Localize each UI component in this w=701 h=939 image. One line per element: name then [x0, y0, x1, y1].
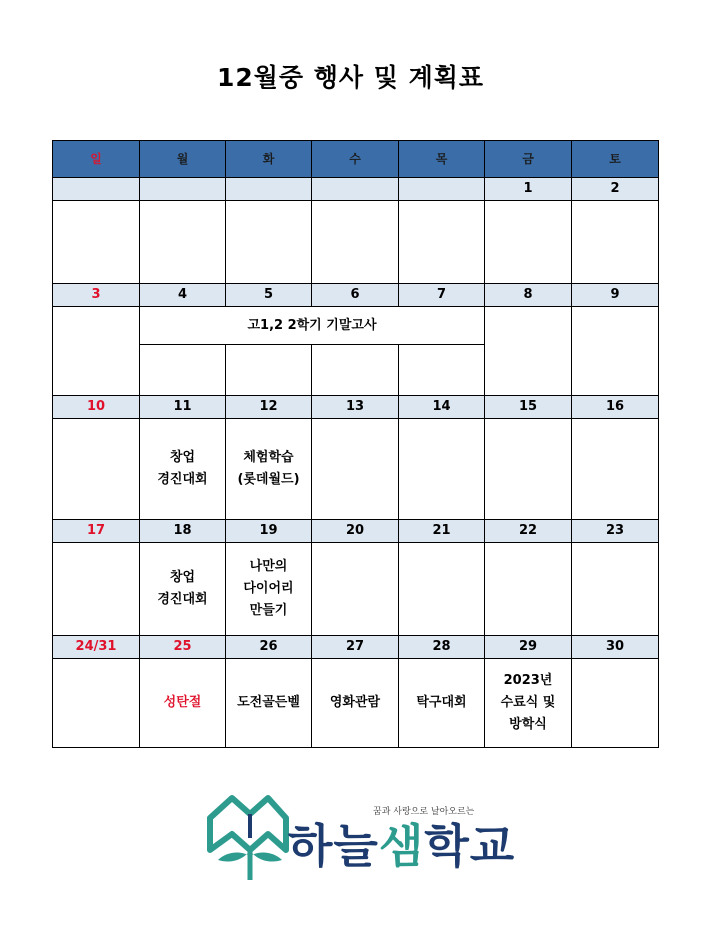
event-cell: [140, 543, 226, 636]
event-cell: [485, 659, 572, 748]
event-cell: [485, 419, 572, 520]
date-row: [53, 284, 659, 307]
date-cell: [312, 178, 399, 201]
event-cell: [226, 419, 312, 520]
event-cell: [140, 419, 226, 520]
date-cell: 27: [312, 636, 399, 659]
event-line: 다이어리: [243, 581, 294, 596]
christmas-event: 성탄절: [140, 659, 226, 748]
event-cell: [485, 201, 572, 284]
event-cell: [226, 345, 312, 396]
event-cell: [572, 201, 659, 284]
date-cell: 24/31: [53, 636, 140, 659]
logo-name-part2: 샘: [378, 819, 425, 873]
weekday-fri: 금: [485, 141, 572, 178]
event-cell: [53, 419, 140, 520]
date-cell: 9: [572, 284, 659, 307]
date-cell: 7: [399, 284, 485, 307]
date-cell: 29: [485, 636, 572, 659]
event-line: (롯데월드): [237, 472, 300, 487]
event-cell: [53, 307, 140, 396]
event-cell: [140, 345, 226, 396]
event-line: 2023년: [503, 673, 553, 688]
weekday-sun: 일: [53, 141, 140, 178]
event-row: [53, 201, 659, 284]
logo-name: [288, 810, 515, 876]
date-cell: [53, 178, 140, 201]
event-cell: [399, 201, 485, 284]
date-cell: 19: [226, 520, 312, 543]
event-cell: [399, 345, 485, 396]
event-cell: [572, 307, 659, 396]
weekday-wed: 수: [312, 141, 399, 178]
date-cell: 15: [485, 396, 572, 419]
date-cell: 16: [572, 396, 659, 419]
calendar-table: [52, 140, 659, 748]
event-cell: [399, 543, 485, 636]
event-cell: [312, 345, 399, 396]
event-cell: [53, 201, 140, 284]
golden-bell-event: 도전골든벨: [226, 659, 312, 748]
weekday-mon: 월: [140, 141, 226, 178]
logo-name-part3: 학교: [424, 819, 516, 873]
event-row: [53, 543, 659, 636]
date-cell: 25: [140, 636, 226, 659]
event-cell: [226, 543, 312, 636]
date-cell: 28: [399, 636, 485, 659]
event-row: [53, 659, 659, 748]
date-cell: 4: [140, 284, 226, 307]
date-cell: 3: [53, 284, 140, 307]
event-cell: [312, 419, 399, 520]
event-line: 창업: [169, 450, 196, 465]
date-cell: 26: [226, 636, 312, 659]
event-row: [53, 307, 659, 345]
table-tennis-event: 탁구대회: [399, 659, 485, 748]
event-line: 수료식 및: [500, 695, 556, 710]
weekday-thu: 목: [399, 141, 485, 178]
event-cell: [572, 419, 659, 520]
date-cell: 6: [312, 284, 399, 307]
date-row: [53, 178, 659, 201]
date-cell: [140, 178, 226, 201]
date-cell: 14: [399, 396, 485, 419]
date-row: [53, 520, 659, 543]
event-cell: [572, 543, 659, 636]
date-cell: [399, 178, 485, 201]
event-line: 경진대회: [157, 592, 208, 607]
event-cell: [399, 419, 485, 520]
event-cell: [53, 659, 140, 748]
event-cell: [485, 307, 572, 396]
logo-name-part1: 하늘: [288, 819, 379, 873]
event-line: 나만의: [249, 559, 288, 574]
date-cell: [226, 178, 312, 201]
event-line: 경진대회: [157, 472, 208, 487]
date-cell: 23: [572, 520, 659, 543]
event-cell: [140, 201, 226, 284]
date-cell: 21: [399, 520, 485, 543]
date-row: [53, 636, 659, 659]
event-line: 창업: [169, 570, 196, 585]
date-cell: 30: [572, 636, 659, 659]
event-cell: [53, 543, 140, 636]
event-cell: [312, 543, 399, 636]
date-cell: 18: [140, 520, 226, 543]
weekday-tue: 화: [226, 141, 312, 178]
event-line: 만들기: [249, 603, 288, 618]
date-cell: 8: [485, 284, 572, 307]
date-cell: 2: [572, 178, 659, 201]
date-cell: 11: [140, 396, 226, 419]
date-cell: 20: [312, 520, 399, 543]
date-cell: 22: [485, 520, 572, 543]
date-cell: 17: [53, 520, 140, 543]
movie-event: 영화관람: [312, 659, 399, 748]
event-line: 체험학습: [243, 450, 294, 465]
date-cell: 5: [226, 284, 312, 307]
weekday-sat: 토: [572, 141, 659, 178]
event-cell: [485, 543, 572, 636]
event-cell: [312, 201, 399, 284]
event-cell: [226, 201, 312, 284]
date-row: [53, 396, 659, 419]
date-cell: 1: [485, 178, 572, 201]
exam-event: 고1,2 2학기 기말고사: [140, 307, 485, 345]
date-cell: 12: [226, 396, 312, 419]
date-cell: 13: [312, 396, 399, 419]
weekday-header-row: [53, 141, 659, 178]
page-title: 12월중 행사 및 계획표: [216, 63, 485, 92]
date-cell: 10: [53, 396, 140, 419]
logo-slogan: 꿈과 사랑으로 날아오르는: [373, 807, 475, 817]
event-line: 방학식: [509, 717, 547, 732]
event-row: [53, 419, 659, 520]
event-cell: [572, 659, 659, 748]
